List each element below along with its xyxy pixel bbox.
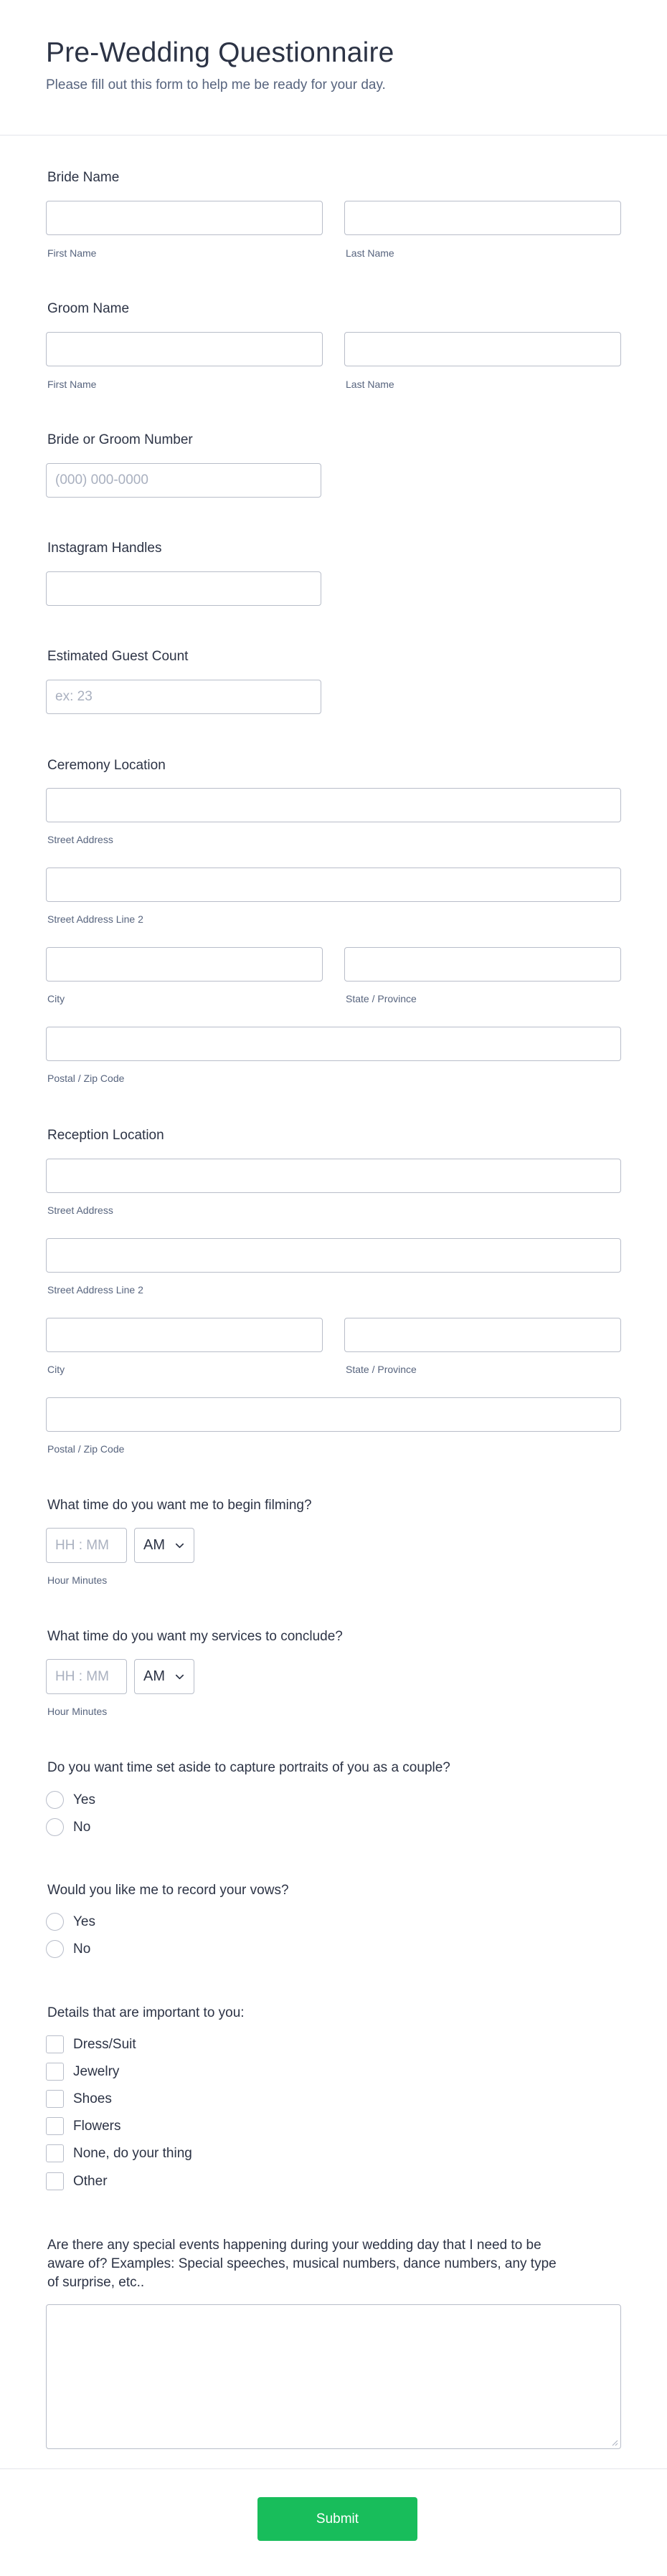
reception-zip-sublabel: Postal / Zip Code (47, 1443, 125, 1455)
guest-count-label: Estimated Guest Count (47, 649, 189, 664)
special-events-label-line1: Are there any special events happening during your wedding day that I need to be (47, 2238, 541, 2253)
reception-state-sublabel: State / Province (346, 1364, 417, 1375)
groom-last-name-sublabel: Last Name (346, 379, 394, 390)
reception-city-input[interactable] (46, 1318, 323, 1352)
option-label: Other (73, 2173, 108, 2189)
conclude-ampm-select[interactable] (134, 1659, 194, 1694)
vows-option-yes[interactable] (46, 1913, 95, 1931)
option-label: Flowers (73, 2118, 121, 2134)
reception-street2-sublabel: Street Address Line 2 (47, 1284, 143, 1296)
option-label: No (73, 1941, 91, 1957)
reception-street-sublabel: Street Address (47, 1204, 113, 1216)
instagram-input[interactable] (46, 571, 321, 606)
reception-street-input[interactable] (46, 1159, 621, 1193)
conclude-ampm-value: AM (143, 1668, 165, 1684)
special-events-textarea[interactable] (46, 2304, 621, 2449)
details-option-jewelry[interactable] (46, 2063, 119, 2081)
guest-count-input[interactable] (46, 680, 321, 714)
reception-location-label: Reception Location (47, 1128, 164, 1143)
checkbox[interactable] (46, 2144, 64, 2162)
radio-button[interactable] (46, 1791, 64, 1809)
groom-name-label: Groom Name (47, 301, 130, 316)
bride-last-name-input[interactable] (344, 201, 621, 235)
ceremony-state-input[interactable] (344, 947, 621, 982)
ceremony-zip-input[interactable] (46, 1027, 621, 1061)
ceremony-city-input[interactable] (46, 947, 323, 982)
groom-first-name-sublabel: First Name (47, 379, 97, 390)
page-subtitle: Please fill out this form to help me be ready for your day. (46, 77, 386, 92)
option-label: Yes (73, 1792, 95, 1807)
portraits-option-yes[interactable] (46, 1791, 95, 1809)
checkbox[interactable] (46, 2117, 64, 2135)
reception-street2-input[interactable] (46, 1238, 621, 1273)
bride-first-name-sublabel: First Name (47, 247, 97, 259)
radio-button[interactable] (46, 1940, 64, 1958)
groom-last-name-input[interactable] (344, 332, 621, 366)
checkbox[interactable] (46, 2172, 64, 2190)
checkbox[interactable] (46, 2090, 64, 2108)
begin-filming-time-input[interactable] (46, 1528, 127, 1563)
begin-filming-ampm-value: AM (143, 1537, 165, 1553)
details-option-other[interactable] (46, 2172, 108, 2190)
instagram-label: Instagram Handles (47, 541, 162, 556)
phone-label: Bride or Groom Number (47, 432, 193, 447)
bride-first-name-input[interactable] (46, 201, 323, 235)
ceremony-street2-input[interactable] (46, 868, 621, 902)
chevron-down-icon (174, 1671, 185, 1682)
ceremony-zip-sublabel: Postal / Zip Code (47, 1073, 125, 1084)
details-option-shoes[interactable] (46, 2090, 112, 2108)
resize-handle-icon[interactable] (611, 2439, 618, 2446)
option-label: Dress/Suit (73, 2036, 136, 2052)
ceremony-street-input[interactable] (46, 788, 621, 822)
conclude-time-input[interactable] (46, 1659, 127, 1694)
radio-button[interactable] (46, 1913, 64, 1931)
vows-label: Would you like me to record your vows? (47, 1883, 289, 1898)
ceremony-location-label: Ceremony Location (47, 758, 166, 773)
option-label: No (73, 1819, 91, 1835)
phone-input[interactable] (46, 463, 321, 498)
reception-zip-input[interactable] (46, 1397, 621, 1432)
checkbox[interactable] (46, 2035, 64, 2053)
portraits-label: Do you want time set aside to capture portraits of you as a couple? (47, 1760, 450, 1775)
ceremony-state-sublabel: State / Province (346, 993, 417, 1004)
ceremony-city-sublabel: City (47, 993, 65, 1004)
radio-button[interactable] (46, 1818, 64, 1836)
bride-name-label: Bride Name (47, 170, 120, 185)
special-events-label-line3: of surprise, etc.. (47, 2275, 145, 2290)
option-label: None, do your thing (73, 2145, 192, 2161)
chevron-down-icon (174, 1540, 185, 1551)
details-label: Details that are important to you: (47, 2005, 245, 2020)
submit-button[interactable]: Submit (257, 2497, 417, 2541)
checkbox[interactable] (46, 2063, 64, 2081)
form-header (0, 0, 667, 136)
bride-last-name-sublabel: Last Name (346, 247, 394, 259)
groom-first-name-input[interactable] (46, 332, 323, 366)
option-label: Yes (73, 1914, 95, 1929)
option-label: Jewelry (73, 2063, 120, 2079)
details-option-flowers[interactable] (46, 2117, 121, 2135)
ceremony-street2-sublabel: Street Address Line 2 (47, 913, 143, 925)
begin-filming-ampm-select[interactable] (134, 1528, 194, 1563)
portraits-option-no[interactable] (46, 1818, 90, 1836)
reception-state-input[interactable] (344, 1318, 621, 1352)
vows-option-no[interactable] (46, 1940, 90, 1958)
details-option-dress-suit[interactable] (46, 2035, 136, 2053)
conclude-label: What time do you want my services to conclude? (47, 1629, 343, 1644)
page-title: Pre-Wedding Questionnaire (46, 37, 394, 68)
begin-filming-sublabel: Hour Minutes (47, 1574, 108, 1586)
ceremony-street-sublabel: Street Address (47, 834, 113, 845)
option-label: Shoes (73, 2091, 112, 2106)
special-events-label-line2: aware of? Examples: Special speeches, musical numbers, dance numbers, any type (47, 2256, 557, 2271)
details-option-none[interactable] (46, 2144, 192, 2162)
conclude-sublabel: Hour Minutes (47, 1706, 108, 1717)
begin-filming-label: What time do you want me to begin filming? (47, 1498, 312, 1513)
reception-city-sublabel: City (47, 1364, 65, 1375)
